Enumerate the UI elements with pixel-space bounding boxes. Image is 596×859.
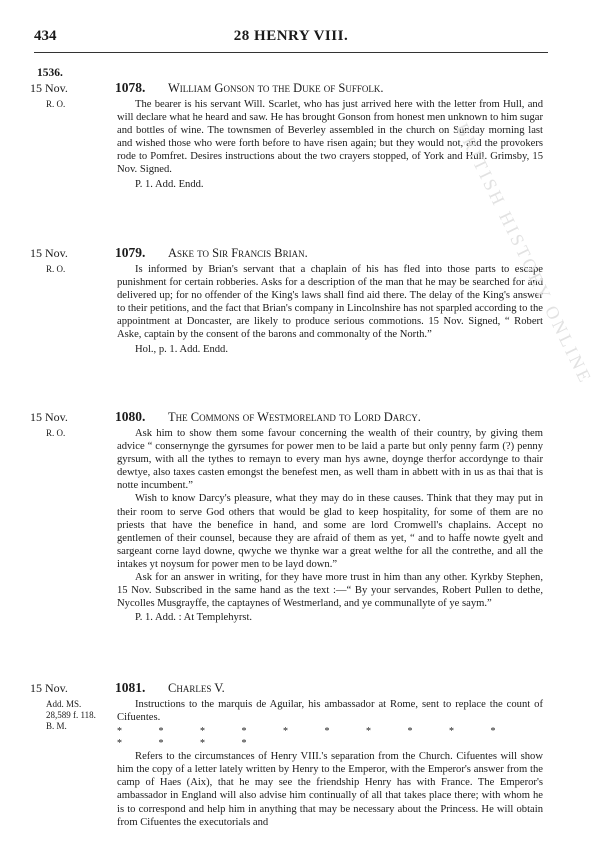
entry-date: 15 Nov. bbox=[30, 81, 68, 95]
entry-footnote: P. 1. Add. Endd. bbox=[135, 178, 204, 190]
entry-date: 15 Nov. bbox=[30, 246, 68, 260]
entry-body bbox=[117, 698, 543, 724]
entry-paragraph: Wish to know Darcy's pleasure, what they may do in these causes. Think that they may put in their room to serve God others that would be glad to keep hospitality, for some of them are no priests that have the benefice in hand, and some are lord Cromwell's chaplains. Accept no gentlemen of their counsel, because they are afraid of them as yet, “ and to haffe nowte gyelt and sargeant corne layd downe, qwyche we thynke war a great welthe for all the contrethe, and all the intakes yt noysum for power men to be layd down.” bbox=[117, 493, 543, 570]
source-line: 28,589 f. 118. bbox=[46, 710, 96, 720]
entry-1081 bbox=[30, 680, 550, 829]
entry-paragraph: Is informed by Brian's servant that a chaplain of his has fled into those parts to escape punishment for certain robberies. Asks for a description of the man that he may be searched for and delivered up; for no offender of the King's laws shall find aid there. The delay of the King's answer to their petitions, and the fact that Brian's company in Lincolnshire has not sparpled according to the appointment at Doncaster, are likely to produce serious commotions. 15 Nov. Signed, “ Robert Aske, captain by the consent of the barons and commonalty of the North.” bbox=[117, 264, 543, 341]
entry-source bbox=[46, 428, 65, 439]
entry-body bbox=[117, 427, 543, 610]
entry-number: 1079. bbox=[115, 245, 146, 260]
entry-title: The Commons of Westmoreland to Lord Darcy. bbox=[168, 410, 421, 424]
entry-heading bbox=[30, 409, 550, 438]
source-line: R. O. bbox=[46, 428, 66, 438]
entry-title: Aske to Sir Francis Brian. bbox=[168, 246, 308, 260]
page-number: 434 bbox=[34, 28, 57, 44]
entry-paragraph: Ask him to show them some favour concerning the wealth of their country, by giving them advice “ consernynge the gyrsumes for power men to be laid a parte but only penny farm (?) penny gyrsum, with all the tythes to remayn to every man hys awne, doynge therfor accordynge to thair dewtye, also taxes casten emongst the benefest men, as well tham in abbett with in us as thai that is notte incumbent.” bbox=[117, 428, 543, 492]
year-label: 1536. bbox=[37, 67, 63, 79]
header-rule bbox=[34, 52, 548, 53]
entry-source bbox=[46, 264, 65, 275]
entry-number: 1081. bbox=[115, 680, 146, 695]
source-line: Add. MS. bbox=[46, 699, 82, 709]
entry-footnote: P. 1. Add. : At Templehyrst. bbox=[135, 612, 253, 624]
entry-body bbox=[117, 98, 543, 177]
entry-heading bbox=[30, 80, 550, 109]
entry-heading bbox=[30, 245, 550, 274]
entry-paragraph: The bearer is his servant Will. Scarlet, who has just arrived here with the letter from Hull, and will declare what he heard and saw. He has brought Gonson from honest men unknown to him sugar and bottles of wine. The townsmen of Beverley assembled in the church on Sunday morning last and wished those who were forth before to have risen again; but they would not, and the provokers rode to Pomfret. Desires instructions about the two crayers stopped, of York and Hull. Grimsby, 15 Nov. Signed. bbox=[117, 99, 543, 176]
entry-1078 bbox=[30, 80, 550, 191]
entry-body bbox=[117, 263, 543, 342]
entry-paragraph: Ask for an answer in writing, for they have more trust in him than any other. Kyrkby Stephen, 15 Nov. Subscribed in the same hand as the text :—“ By your servandes, Robert Pullen to dethe, Nycolles Musgrayffe, the captaynes of Westmerland, and ye communallyte of ye saym.” bbox=[117, 572, 543, 610]
entry-footnote: Hol., p. 1. Add. Endd. bbox=[135, 343, 228, 355]
entry-number: 1078. bbox=[115, 80, 146, 95]
entry-1080 bbox=[30, 409, 550, 624]
entry-date: 15 Nov. bbox=[30, 410, 68, 424]
entry-source bbox=[46, 699, 96, 732]
entry-paragraph: Instructions to the marquis de Aguilar, his ambassador at Rome, sent to replace the count of Cifuentes. bbox=[117, 699, 543, 724]
source-line: R. O. bbox=[46, 99, 66, 109]
entry-title: William Gonson to the Duke of Suffolk. bbox=[168, 81, 384, 95]
entry-body-continued bbox=[117, 750, 543, 829]
entry-number: 1080. bbox=[115, 409, 146, 424]
source-line: B. M. bbox=[46, 721, 67, 731]
entry-source bbox=[46, 99, 65, 110]
running-title: 28 HENRY VIII. bbox=[233, 28, 349, 44]
entry-date: 15 Nov. bbox=[30, 681, 68, 695]
entry-1079 bbox=[30, 245, 550, 356]
running-header bbox=[34, 28, 548, 50]
omission-stars: * * * * * * * * * * * * * * bbox=[117, 726, 513, 750]
entry-paragraph: Refers to the circumstances of Henry VIII.'s separation from the Church. Cifuentes will show him the copy of a letter lately written by Henry to the Emperor, with the Emperor's answer from the camp of Haes (Aix), that he may see the friendship Henry has with France. The Emperor's ambassador in England will also advise him continually of all that takes place there; with whom he is to correspond and help him in anything that may be necessary about the Princess. He will obtain from Cifuentes the executorials and bbox=[117, 751, 543, 828]
source-line: R. O. bbox=[46, 264, 66, 274]
watermark-text: BRITISH HISTORY ONLINE bbox=[452, 120, 596, 388]
entry-title: Charles V. bbox=[168, 681, 225, 695]
